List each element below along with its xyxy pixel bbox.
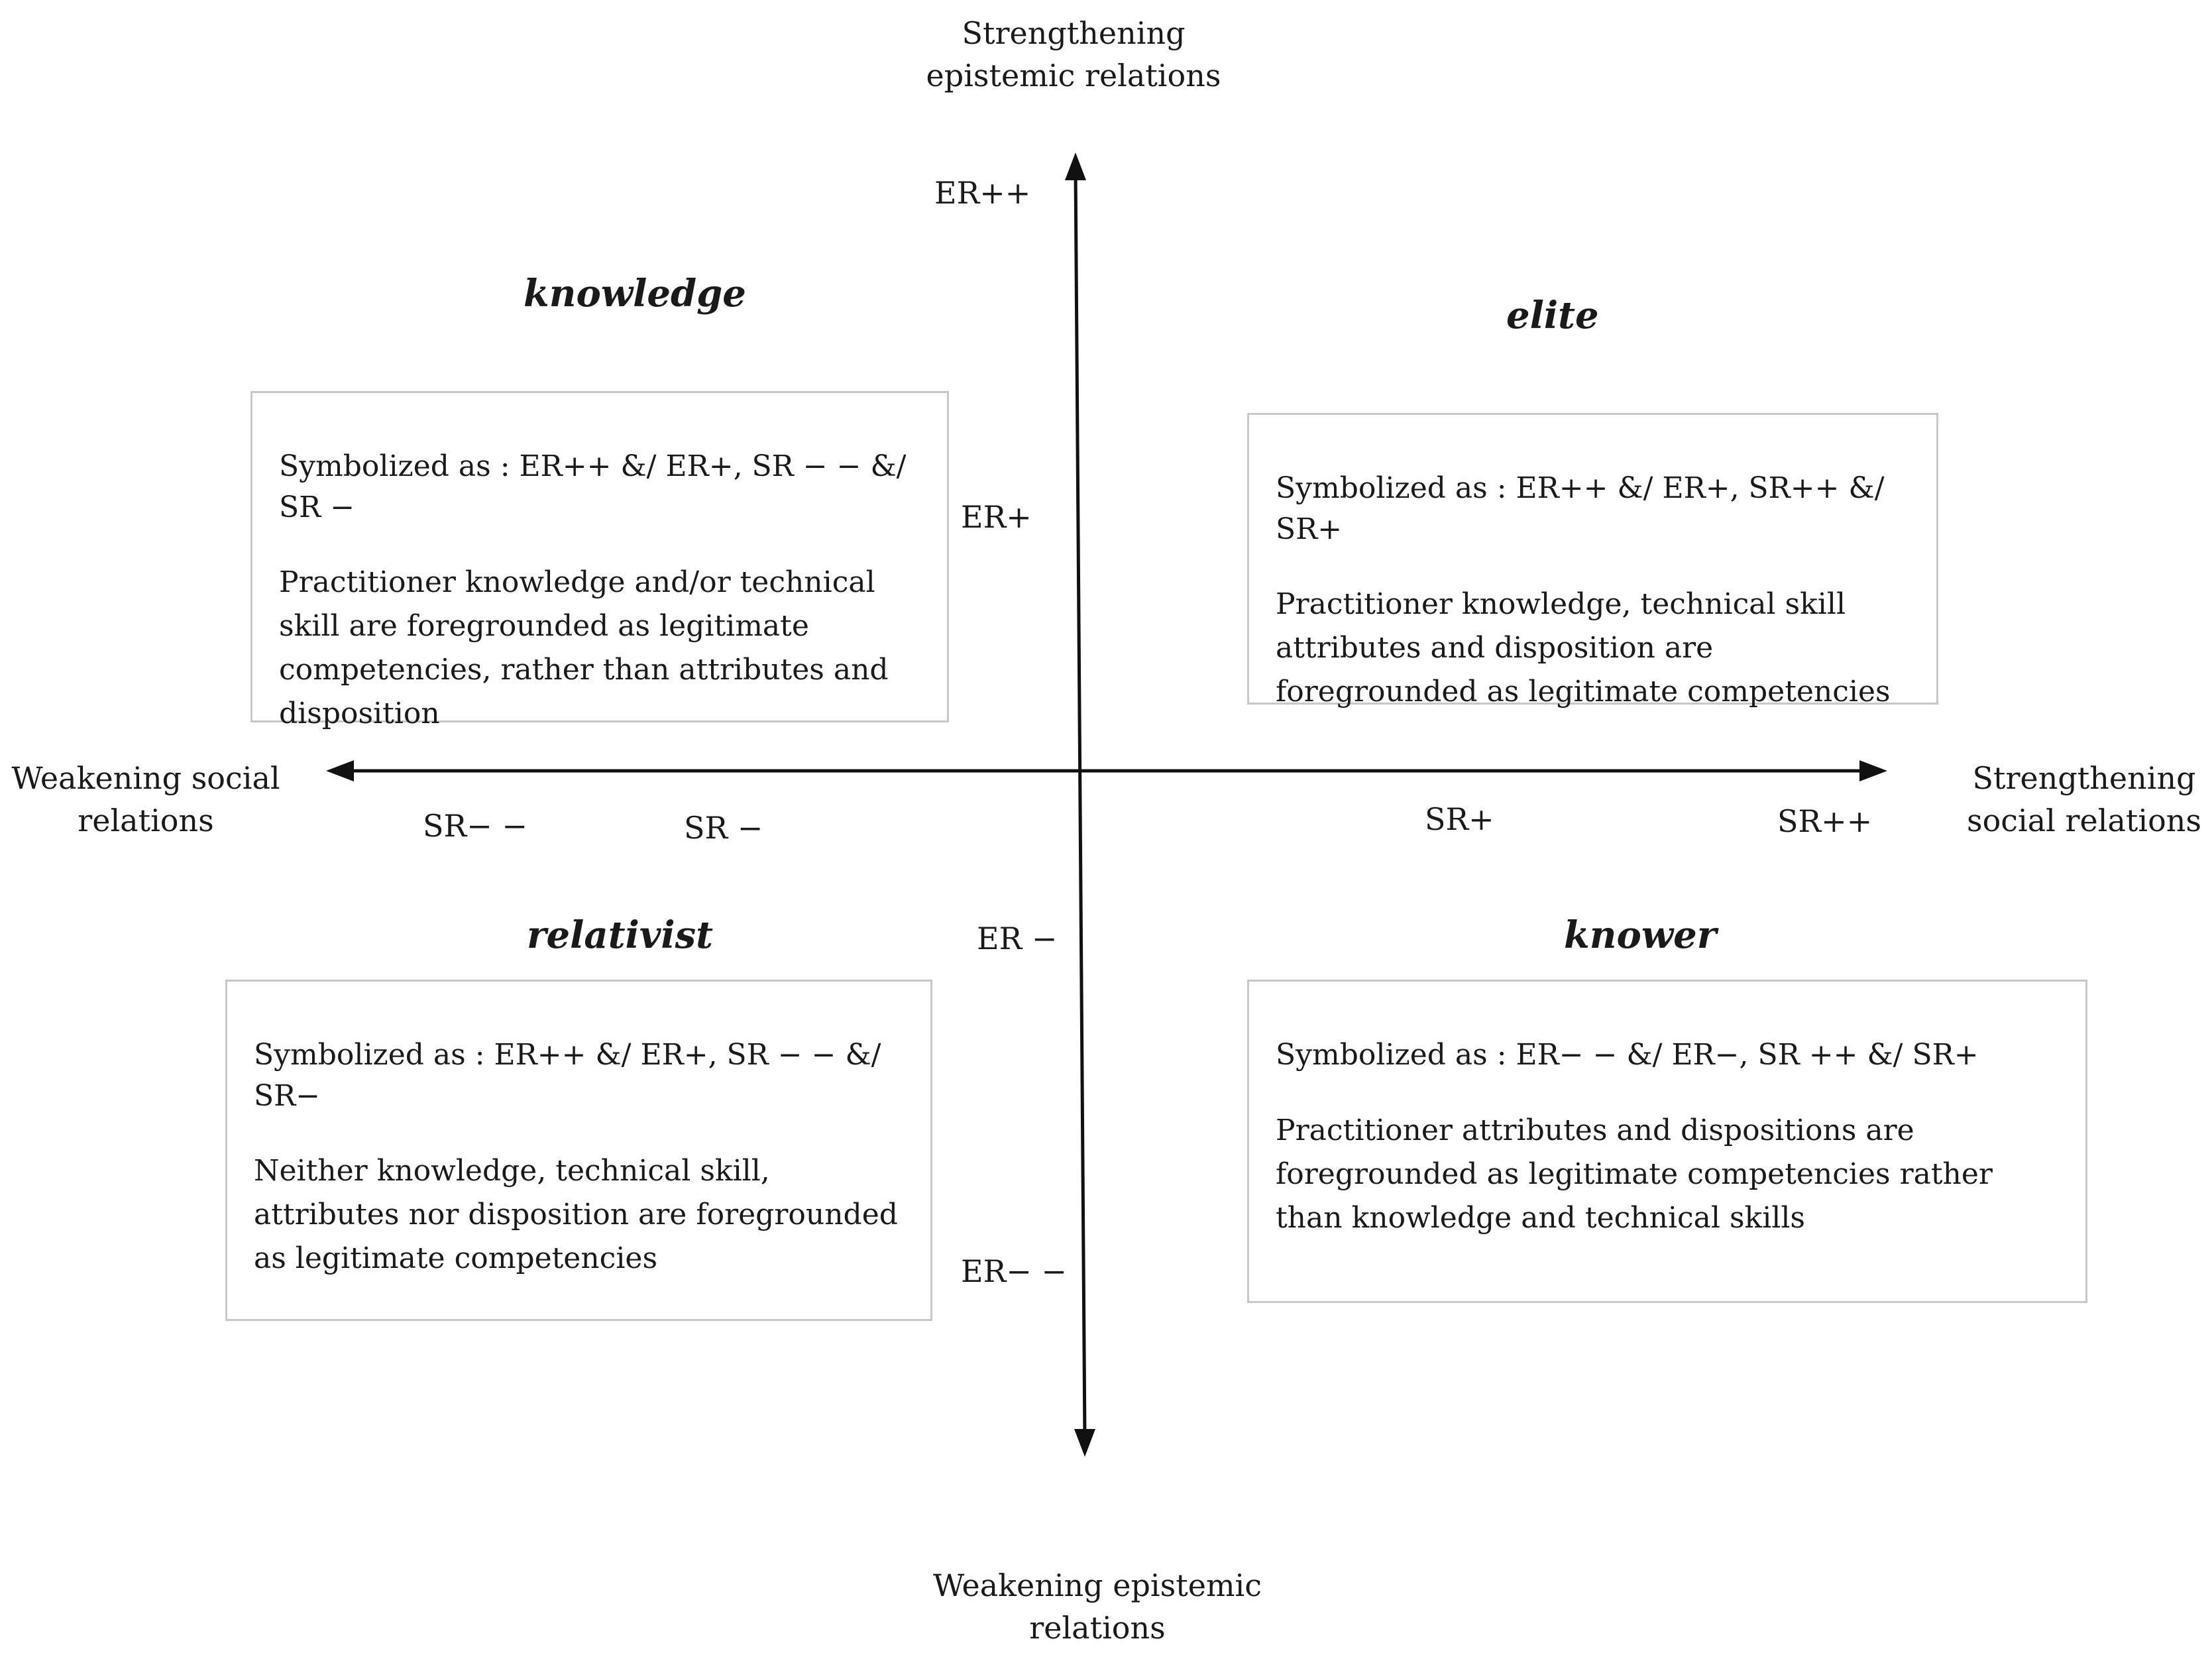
arrow-left-icon bbox=[326, 760, 354, 781]
left-axis-label-line1: Weakening social bbox=[11, 760, 280, 796]
quadrant-box-knowledge bbox=[250, 391, 949, 731]
vertical-axis bbox=[1076, 169, 1085, 1438]
knowledge-description: Practitioner knowledge and/or technical skill are foregrounded as legitimate competencies, rather than attributes and disposition bbox=[279, 565, 889, 731]
bottom-axis-label-line1: Weakening epistemic bbox=[932, 1568, 1262, 1603]
top-axis-label bbox=[875, 12, 1272, 97]
tick-er-plus: ER+ bbox=[961, 499, 1032, 535]
top-axis-label-line1: Strengthening bbox=[962, 15, 1186, 51]
quadrant-box-knower bbox=[1247, 980, 2087, 1303]
right-axis-label bbox=[1958, 757, 2210, 842]
tick-er-minus-minus: ER− − bbox=[961, 1253, 1067, 1289]
relativist-symbolized: Symbolized as : ER++ &/ ER+, SR − − &/ SR− bbox=[254, 1038, 881, 1113]
knowledge-symbolized: Symbolized as : ER++ &/ ER+, SR − − &/ SR − bbox=[279, 449, 907, 524]
bottom-axis-label-line2: relations bbox=[1029, 1610, 1166, 1646]
left-axis-label-line2: relations bbox=[78, 803, 214, 839]
bottom-axis-label bbox=[899, 1564, 1296, 1650]
arrow-up-icon bbox=[1065, 152, 1086, 180]
elite-description: Practitioner knowledge, technical skill attributes and disposition are foregrounded as legitimate competencies bbox=[1276, 587, 1891, 709]
relativist-description: Neither knowledge, technical skill, attributes nor disposition are foregrounded as legitimate competencies bbox=[254, 1154, 898, 1276]
quadrant-title-knower: knower bbox=[1564, 913, 1717, 957]
quadrant-box-relativist bbox=[225, 980, 932, 1321]
quadrant-box-elite bbox=[1247, 413, 1938, 709]
tick-er-plus-plus: ER++ bbox=[934, 175, 1031, 211]
tick-sr-plus: SR+ bbox=[1425, 801, 1494, 837]
tick-sr-plus-plus: SR++ bbox=[1777, 803, 1873, 839]
tick-sr-minus-minus: SR− − bbox=[423, 808, 527, 844]
tick-er-minus: ER − bbox=[977, 921, 1058, 956]
elite-symbolized: Symbolized as : ER++ &/ ER+, SR++ &/ SR+ bbox=[1276, 471, 1885, 546]
quadrant-title-knowledge: knowledge bbox=[524, 272, 746, 315]
right-axis-label-line1: Strengthening bbox=[1972, 760, 2196, 796]
top-axis-label-line2: epistemic relations bbox=[926, 58, 1221, 94]
right-axis-label-line2: social relations bbox=[1966, 803, 2201, 839]
left-axis-label bbox=[7, 757, 285, 842]
tick-sr-minus: SR − bbox=[684, 810, 763, 846]
arrow-right-icon bbox=[1859, 760, 1887, 781]
quadrant-title-elite: elite bbox=[1506, 294, 1599, 337]
knower-symbolized: Symbolized as : ER− − &/ ER−, SR ++ &/ SR+ bbox=[1276, 1038, 1979, 1072]
quadrant-title-relativist: relativist bbox=[527, 913, 714, 957]
knower-description: Practitioner attributes and dispositions are foregrounded as legitimate competencies rather than knowledge and technical skills bbox=[1276, 1113, 1993, 1235]
arrow-down-icon bbox=[1074, 1429, 1095, 1457]
